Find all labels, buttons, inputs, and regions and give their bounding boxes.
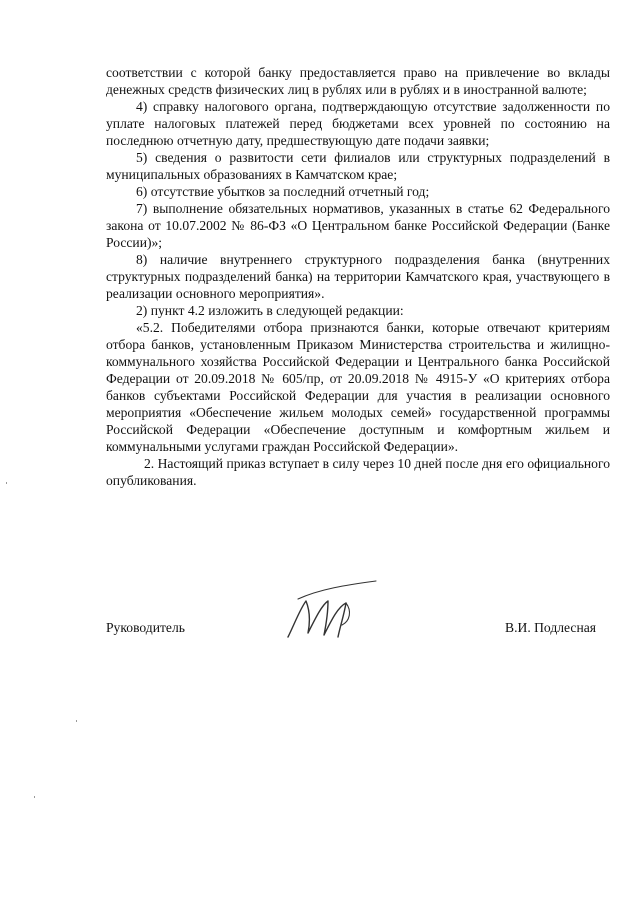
paragraph-item-5: 5) сведения о развитости сети филиалов или структурных подразделений в муниципальных образованиях в Камчатском крае; [106,150,610,182]
paragraph-item-7: 7) выполнение обязательных нормативов, указанных в статье 62 Федерального закона от 10.07.2002 № 86-ФЗ «О Центральном банке Российской Федерации (Банке России)»; [106,201,610,250]
scan-speck [34,796,35,798]
signature-block [106,620,596,644]
paragraph-continuation: соответствии с которой банку предоставляется право на привлечение во вклады денежных средств физических лиц в рублях или в рублях и в иностранной валюте; [106,65,610,97]
paragraph-item-4: 4) справку налогового органа, подтверждающую отсутствие задолженности по уплате налоговых платежей перед бюджетами всех уровней по состоянию на последнюю отчетную дату, предшествующую дате подачи заявки; [106,99,610,148]
paragraph-item-6: 6) отсутствие убытков за последний отчетный год; [136,184,430,199]
scan-speck [76,720,77,722]
document-body [106,64,610,489]
signatory-title: Руководитель [106,620,185,635]
paragraph-point-2: 2) пункт 4.2 изложить в следующей редакции: [136,303,404,318]
scan-speck [6,482,7,484]
paragraph-section-2: 2. Настоящий приказ вступает в силу через 10 дней после дня его официального опубликования. [106,456,610,488]
signatory-name: В.И. Подлесная [505,620,596,635]
paragraph-quote-5-2: «5.2. Победителями отбора признаются банки, которые отвечают критериям отбора банков, установленным Приказом Министерства строительства и жилищно-коммунального хозяйства Российской Федерации и Центрального банка Российской Федерации от 20.09.2018 № 605/пр, от 20.09.2018 № 4915-У «О критериях отбора банков субъектами Российской Федерации для участия в реализации основного мероприятия «Обеспечение жильем молодых семей» государственной программы Российской Федерации «Обеспечение доступным и комфортным жильем и коммунальными услугами граждан Российской Федерации». [106,320,610,454]
paragraph-item-8: 8) наличие внутреннего структурного подразделения банка (внутренних структурных подразделений банка) на территории Камчатского края, участвующего в реализации основного мероприятия». [106,252,610,301]
